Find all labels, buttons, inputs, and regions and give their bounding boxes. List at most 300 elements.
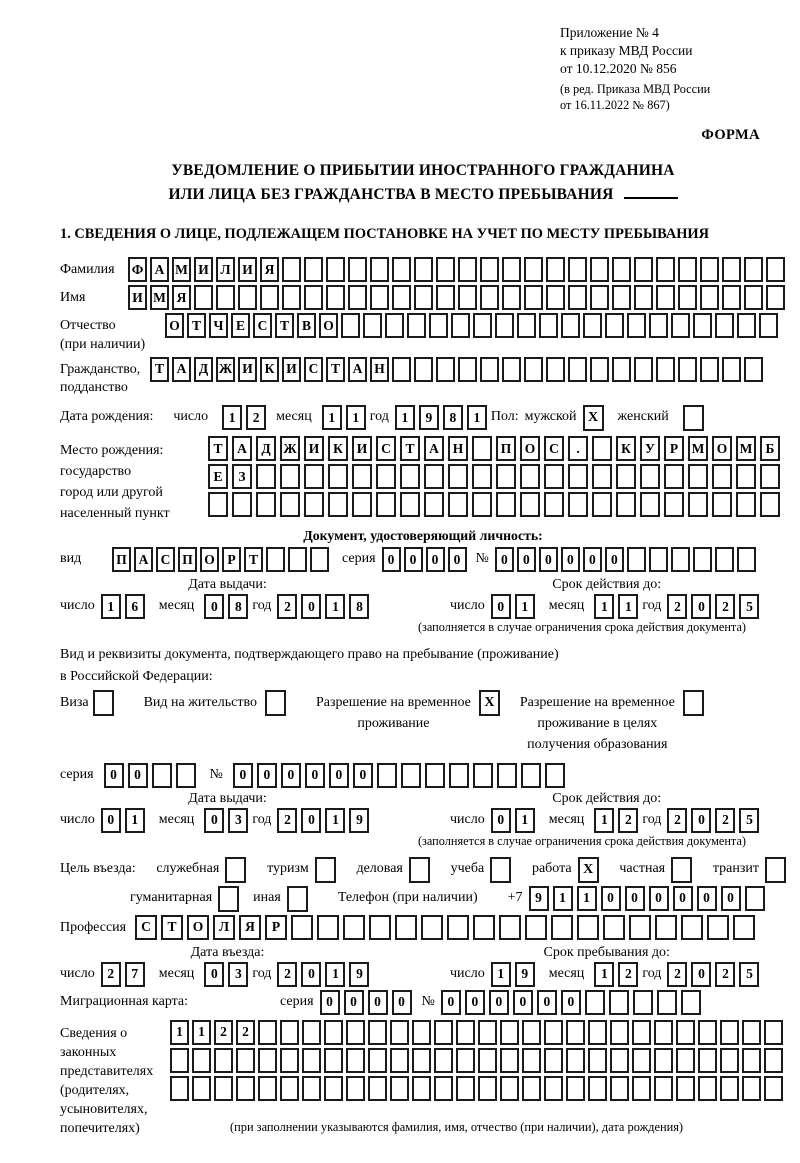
- char-cell[interactable]: [544, 464, 564, 489]
- char-cell[interactable]: [256, 492, 276, 517]
- char-cell[interactable]: [238, 285, 257, 310]
- char-cell[interactable]: 2: [667, 962, 687, 987]
- char-cell[interactable]: И: [238, 357, 257, 382]
- char-cell[interactable]: 2: [715, 594, 735, 619]
- char-cell[interactable]: [304, 257, 323, 282]
- char-cell[interactable]: 0: [320, 990, 340, 1015]
- char-cell[interactable]: Я: [260, 257, 279, 282]
- char-cell[interactable]: 1: [125, 808, 145, 833]
- char-cell[interactable]: О: [712, 436, 732, 461]
- char-cell[interactable]: 2: [277, 808, 297, 833]
- char-cell[interactable]: М: [172, 257, 191, 282]
- char-cell[interactable]: [640, 492, 660, 517]
- char-cell[interactable]: [328, 492, 348, 517]
- char-cell[interactable]: [208, 492, 228, 517]
- char-cell[interactable]: [436, 285, 455, 310]
- char-cell[interactable]: [478, 1048, 497, 1073]
- char-cell[interactable]: А: [134, 547, 153, 572]
- char-cell[interactable]: [302, 1048, 321, 1073]
- char-cell[interactable]: [566, 1076, 585, 1101]
- char-cell[interactable]: 2: [246, 405, 266, 430]
- char-cell[interactable]: [291, 915, 313, 940]
- char-cell[interactable]: [473, 313, 492, 338]
- char-cell[interactable]: [590, 257, 609, 282]
- char-cell[interactable]: [590, 357, 609, 382]
- char-cell[interactable]: [395, 915, 417, 940]
- char-cell[interactable]: [232, 492, 252, 517]
- char-cell[interactable]: 2: [715, 808, 735, 833]
- char-cell[interactable]: М: [150, 285, 169, 310]
- char-cell[interactable]: [304, 464, 324, 489]
- char-cell[interactable]: [736, 492, 756, 517]
- char-cell[interactable]: [544, 1048, 563, 1073]
- char-cell[interactable]: [544, 492, 564, 517]
- char-cell[interactable]: [610, 1048, 629, 1073]
- char-cell[interactable]: [348, 285, 367, 310]
- char-cell[interactable]: Я: [172, 285, 191, 310]
- char-cell[interactable]: [712, 464, 732, 489]
- char-cell[interactable]: [568, 285, 587, 310]
- char-cell[interactable]: Д: [194, 357, 213, 382]
- char-cell[interactable]: [400, 464, 420, 489]
- char-cell[interactable]: [258, 1076, 277, 1101]
- female-checkbox[interactable]: [683, 405, 704, 431]
- char-cell[interactable]: 1: [325, 962, 345, 987]
- char-cell[interactable]: [260, 285, 279, 310]
- char-cell[interactable]: 0: [691, 808, 711, 833]
- char-cell[interactable]: [451, 313, 470, 338]
- char-cell[interactable]: [616, 464, 636, 489]
- char-cell[interactable]: [424, 464, 444, 489]
- char-cell[interactable]: А: [424, 436, 444, 461]
- char-cell[interactable]: 0: [329, 763, 349, 788]
- char-cell[interactable]: И: [282, 357, 301, 382]
- char-cell[interactable]: [656, 257, 675, 282]
- char-cell[interactable]: 0: [539, 547, 558, 572]
- char-cell[interactable]: 1: [594, 594, 614, 619]
- char-cell[interactable]: Ф: [128, 257, 147, 282]
- char-cell[interactable]: П: [112, 547, 131, 572]
- char-cell[interactable]: 0: [691, 962, 711, 987]
- char-cell[interactable]: [480, 357, 499, 382]
- char-cell[interactable]: [654, 1020, 673, 1045]
- char-cell[interactable]: Л: [213, 915, 235, 940]
- business-checkbox[interactable]: [409, 857, 430, 883]
- char-cell[interactable]: Т: [244, 547, 263, 572]
- char-cell[interactable]: [392, 257, 411, 282]
- char-cell[interactable]: 8: [349, 594, 369, 619]
- char-cell[interactable]: [698, 1020, 717, 1045]
- char-cell[interactable]: 0: [489, 990, 509, 1015]
- char-cell[interactable]: [688, 492, 708, 517]
- char-cell[interactable]: [522, 1076, 541, 1101]
- char-cell[interactable]: Ч: [209, 313, 228, 338]
- temp-residence-checkbox[interactable]: X: [479, 690, 500, 716]
- char-cell[interactable]: 0: [101, 808, 121, 833]
- char-cell[interactable]: [678, 357, 697, 382]
- char-cell[interactable]: [764, 1020, 783, 1045]
- char-cell[interactable]: [236, 1076, 255, 1101]
- char-cell[interactable]: [414, 357, 433, 382]
- char-cell[interactable]: [456, 1048, 475, 1073]
- char-cell[interactable]: .: [568, 436, 588, 461]
- char-cell[interactable]: 1: [170, 1020, 189, 1045]
- char-cell[interactable]: 0: [495, 547, 514, 572]
- char-cell[interactable]: Т: [187, 313, 206, 338]
- work-checkbox[interactable]: X: [578, 857, 599, 883]
- char-cell[interactable]: [612, 285, 631, 310]
- char-cell[interactable]: [715, 313, 734, 338]
- char-cell[interactable]: [707, 915, 729, 940]
- char-cell[interactable]: [522, 1048, 541, 1073]
- transit-checkbox[interactable]: [765, 857, 786, 883]
- char-cell[interactable]: [458, 257, 477, 282]
- char-cell[interactable]: [473, 763, 493, 788]
- char-cell[interactable]: [214, 1076, 233, 1101]
- char-cell[interactable]: [744, 257, 763, 282]
- char-cell[interactable]: [633, 990, 653, 1015]
- char-cell[interactable]: [742, 1076, 761, 1101]
- char-cell[interactable]: И: [304, 436, 324, 461]
- char-cell[interactable]: 1: [553, 886, 573, 911]
- residence-permit-checkbox[interactable]: [265, 690, 286, 716]
- char-cell[interactable]: [759, 313, 778, 338]
- char-cell[interactable]: 1: [577, 886, 597, 911]
- char-cell[interactable]: О: [319, 313, 338, 338]
- char-cell[interactable]: 9: [515, 962, 535, 987]
- char-cell[interactable]: [302, 1076, 321, 1101]
- char-cell[interactable]: [760, 464, 780, 489]
- char-cell[interactable]: 1: [618, 594, 638, 619]
- char-cell[interactable]: [605, 313, 624, 338]
- char-cell[interactable]: [370, 285, 389, 310]
- char-cell[interactable]: [654, 1076, 673, 1101]
- char-cell[interactable]: Б: [760, 436, 780, 461]
- char-cell[interactable]: Р: [265, 915, 287, 940]
- char-cell[interactable]: [627, 547, 646, 572]
- char-cell[interactable]: З: [232, 464, 252, 489]
- char-cell[interactable]: С: [253, 313, 272, 338]
- char-cell[interactable]: 0: [697, 886, 717, 911]
- char-cell[interactable]: [766, 285, 785, 310]
- char-cell[interactable]: [310, 547, 329, 572]
- char-cell[interactable]: [676, 1020, 695, 1045]
- char-cell[interactable]: А: [232, 436, 252, 461]
- char-cell[interactable]: [326, 285, 345, 310]
- char-cell[interactable]: 3: [228, 808, 248, 833]
- char-cell[interactable]: [412, 1076, 431, 1101]
- char-cell[interactable]: [566, 1048, 585, 1073]
- char-cell[interactable]: Н: [448, 436, 468, 461]
- char-cell[interactable]: [744, 285, 763, 310]
- char-cell[interactable]: [376, 492, 396, 517]
- char-cell[interactable]: [577, 915, 599, 940]
- char-cell[interactable]: [421, 915, 443, 940]
- char-cell[interactable]: [693, 313, 712, 338]
- char-cell[interactable]: [764, 1076, 783, 1101]
- char-cell[interactable]: [737, 313, 756, 338]
- char-cell[interactable]: 1: [192, 1020, 211, 1045]
- char-cell[interactable]: [176, 763, 196, 788]
- char-cell[interactable]: [280, 1076, 299, 1101]
- char-cell[interactable]: 2: [214, 1020, 233, 1045]
- char-cell[interactable]: 0: [128, 763, 148, 788]
- char-cell[interactable]: [568, 357, 587, 382]
- char-cell[interactable]: [655, 915, 677, 940]
- char-cell[interactable]: Т: [400, 436, 420, 461]
- char-cell[interactable]: М: [736, 436, 756, 461]
- char-cell[interactable]: [588, 1076, 607, 1101]
- char-cell[interactable]: [392, 357, 411, 382]
- char-cell[interactable]: 9: [349, 962, 369, 987]
- char-cell[interactable]: [588, 1048, 607, 1073]
- char-cell[interactable]: А: [150, 257, 169, 282]
- char-cell[interactable]: [392, 285, 411, 310]
- char-cell[interactable]: 0: [561, 990, 581, 1015]
- char-cell[interactable]: [449, 763, 469, 788]
- char-cell[interactable]: [681, 990, 701, 1015]
- char-cell[interactable]: [280, 1020, 299, 1045]
- char-cell[interactable]: [546, 357, 565, 382]
- char-cell[interactable]: [715, 547, 734, 572]
- char-cell[interactable]: 0: [301, 962, 321, 987]
- char-cell[interactable]: 1: [325, 808, 345, 833]
- char-cell[interactable]: [390, 1048, 409, 1073]
- char-cell[interactable]: [346, 1048, 365, 1073]
- char-cell[interactable]: О: [520, 436, 540, 461]
- char-cell[interactable]: [700, 285, 719, 310]
- char-cell[interactable]: [377, 763, 397, 788]
- char-cell[interactable]: 9: [529, 886, 549, 911]
- char-cell[interactable]: 2: [618, 808, 638, 833]
- char-cell[interactable]: К: [328, 436, 348, 461]
- char-cell[interactable]: [152, 763, 172, 788]
- char-cell[interactable]: [472, 436, 492, 461]
- char-cell[interactable]: [520, 464, 540, 489]
- char-cell[interactable]: [627, 313, 646, 338]
- char-cell[interactable]: [544, 1076, 563, 1101]
- char-cell[interactable]: С: [304, 357, 323, 382]
- char-cell[interactable]: [324, 1076, 343, 1101]
- char-cell[interactable]: 2: [101, 962, 121, 987]
- char-cell[interactable]: П: [178, 547, 197, 572]
- char-cell[interactable]: 0: [625, 886, 645, 911]
- char-cell[interactable]: [500, 1048, 519, 1073]
- char-cell[interactable]: [521, 763, 541, 788]
- char-cell[interactable]: [216, 285, 235, 310]
- char-cell[interactable]: [496, 464, 516, 489]
- char-cell[interactable]: О: [165, 313, 184, 338]
- char-cell[interactable]: [258, 1020, 277, 1045]
- char-cell[interactable]: 0: [204, 962, 224, 987]
- char-cell[interactable]: Т: [326, 357, 345, 382]
- char-cell[interactable]: М: [688, 436, 708, 461]
- char-cell[interactable]: [654, 1048, 673, 1073]
- char-cell[interactable]: 2: [715, 962, 735, 987]
- char-cell[interactable]: 1: [322, 405, 342, 430]
- char-cell[interactable]: Р: [222, 547, 241, 572]
- char-cell[interactable]: [720, 1020, 739, 1045]
- char-cell[interactable]: 8: [228, 594, 248, 619]
- char-cell[interactable]: 7: [125, 962, 145, 987]
- char-cell[interactable]: 6: [125, 594, 145, 619]
- char-cell[interactable]: [744, 357, 763, 382]
- char-cell[interactable]: [561, 313, 580, 338]
- char-cell[interactable]: [568, 257, 587, 282]
- char-cell[interactable]: [456, 1020, 475, 1045]
- char-cell[interactable]: [414, 257, 433, 282]
- char-cell[interactable]: Ж: [280, 436, 300, 461]
- char-cell[interactable]: [568, 464, 588, 489]
- char-cell[interactable]: 0: [392, 990, 412, 1015]
- char-cell[interactable]: [348, 257, 367, 282]
- char-cell[interactable]: [698, 1048, 717, 1073]
- char-cell[interactable]: 0: [301, 808, 321, 833]
- char-cell[interactable]: 5: [739, 808, 759, 833]
- char-cell[interactable]: [390, 1020, 409, 1045]
- char-cell[interactable]: [434, 1048, 453, 1073]
- char-cell[interactable]: 0: [204, 594, 224, 619]
- char-cell[interactable]: [472, 492, 492, 517]
- char-cell[interactable]: 1: [594, 962, 614, 987]
- char-cell[interactable]: 0: [353, 763, 373, 788]
- char-cell[interactable]: [473, 915, 495, 940]
- char-cell[interactable]: [664, 492, 684, 517]
- char-cell[interactable]: А: [348, 357, 367, 382]
- char-cell[interactable]: [544, 1020, 563, 1045]
- char-cell[interactable]: [688, 464, 708, 489]
- male-checkbox[interactable]: X: [583, 405, 604, 431]
- char-cell[interactable]: 2: [277, 962, 297, 987]
- char-cell[interactable]: [634, 285, 653, 310]
- char-cell[interactable]: [429, 313, 448, 338]
- char-cell[interactable]: К: [260, 357, 279, 382]
- char-cell[interactable]: С: [544, 436, 564, 461]
- char-cell[interactable]: А: [172, 357, 191, 382]
- char-cell[interactable]: [448, 464, 468, 489]
- char-cell[interactable]: 2: [667, 594, 687, 619]
- char-cell[interactable]: П: [496, 436, 516, 461]
- char-cell[interactable]: [678, 285, 697, 310]
- char-cell[interactable]: [352, 464, 372, 489]
- char-cell[interactable]: [480, 257, 499, 282]
- char-cell[interactable]: 0: [257, 763, 277, 788]
- char-cell[interactable]: [341, 313, 360, 338]
- char-cell[interactable]: [317, 915, 339, 940]
- char-cell[interactable]: Т: [275, 313, 294, 338]
- char-cell[interactable]: 1: [346, 405, 366, 430]
- char-cell[interactable]: [634, 257, 653, 282]
- visa-checkbox[interactable]: [93, 690, 114, 716]
- other-checkbox[interactable]: [287, 886, 308, 912]
- char-cell[interactable]: [764, 1048, 783, 1073]
- char-cell[interactable]: [634, 357, 653, 382]
- char-cell[interactable]: Е: [231, 313, 250, 338]
- char-cell[interactable]: [495, 313, 514, 338]
- char-cell[interactable]: 0: [561, 547, 580, 572]
- char-cell[interactable]: 1: [325, 594, 345, 619]
- char-cell[interactable]: 0: [491, 808, 511, 833]
- char-cell[interactable]: [766, 257, 785, 282]
- char-cell[interactable]: [280, 492, 300, 517]
- char-cell[interactable]: [720, 1076, 739, 1101]
- char-cell[interactable]: [458, 285, 477, 310]
- char-cell[interactable]: [480, 285, 499, 310]
- char-cell[interactable]: Т: [150, 357, 169, 382]
- char-cell[interactable]: [304, 285, 323, 310]
- char-cell[interactable]: [681, 915, 703, 940]
- char-cell[interactable]: 0: [104, 763, 124, 788]
- char-cell[interactable]: [603, 915, 625, 940]
- char-cell[interactable]: 1: [515, 808, 535, 833]
- char-cell[interactable]: 2: [667, 808, 687, 833]
- char-cell[interactable]: [326, 257, 345, 282]
- char-cell[interactable]: [324, 1020, 343, 1045]
- char-cell[interactable]: [499, 915, 521, 940]
- char-cell[interactable]: К: [616, 436, 636, 461]
- char-cell[interactable]: [302, 1020, 321, 1045]
- char-cell[interactable]: И: [352, 436, 372, 461]
- char-cell[interactable]: 0: [691, 594, 711, 619]
- char-cell[interactable]: [676, 1076, 695, 1101]
- char-cell[interactable]: [236, 1048, 255, 1073]
- char-cell[interactable]: [500, 1076, 519, 1101]
- char-cell[interactable]: [363, 313, 382, 338]
- char-cell[interactable]: 1: [491, 962, 511, 987]
- char-cell[interactable]: 8: [443, 405, 463, 430]
- char-cell[interactable]: [656, 357, 675, 382]
- char-cell[interactable]: [671, 547, 690, 572]
- char-cell[interactable]: [496, 492, 516, 517]
- char-cell[interactable]: 1: [395, 405, 415, 430]
- char-cell[interactable]: [520, 492, 540, 517]
- char-cell[interactable]: [434, 1076, 453, 1101]
- char-cell[interactable]: 0: [601, 886, 621, 911]
- char-cell[interactable]: [722, 285, 741, 310]
- study-checkbox[interactable]: [490, 857, 511, 883]
- char-cell[interactable]: [546, 257, 565, 282]
- char-cell[interactable]: 0: [448, 547, 467, 572]
- char-cell[interactable]: [436, 357, 455, 382]
- char-cell[interactable]: [698, 1076, 717, 1101]
- char-cell[interactable]: [700, 257, 719, 282]
- char-cell[interactable]: [376, 464, 396, 489]
- char-cell[interactable]: [742, 1020, 761, 1045]
- char-cell[interactable]: [343, 915, 365, 940]
- char-cell[interactable]: [436, 257, 455, 282]
- char-cell[interactable]: О: [187, 915, 209, 940]
- char-cell[interactable]: [478, 1020, 497, 1045]
- char-cell[interactable]: [700, 357, 719, 382]
- char-cell[interactable]: [566, 1020, 585, 1045]
- char-cell[interactable]: [502, 357, 521, 382]
- char-cell[interactable]: [502, 257, 521, 282]
- char-cell[interactable]: [170, 1048, 189, 1073]
- char-cell[interactable]: [256, 464, 276, 489]
- char-cell[interactable]: [733, 915, 755, 940]
- char-cell[interactable]: [712, 492, 732, 517]
- char-cell[interactable]: [524, 285, 543, 310]
- char-cell[interactable]: [524, 357, 543, 382]
- char-cell[interactable]: Л: [216, 257, 235, 282]
- char-cell[interactable]: 0: [426, 547, 445, 572]
- char-cell[interactable]: [288, 547, 307, 572]
- char-cell[interactable]: [346, 1076, 365, 1101]
- char-cell[interactable]: 0: [233, 763, 253, 788]
- char-cell[interactable]: Т: [161, 915, 183, 940]
- char-cell[interactable]: [610, 1076, 629, 1101]
- char-cell[interactable]: [280, 464, 300, 489]
